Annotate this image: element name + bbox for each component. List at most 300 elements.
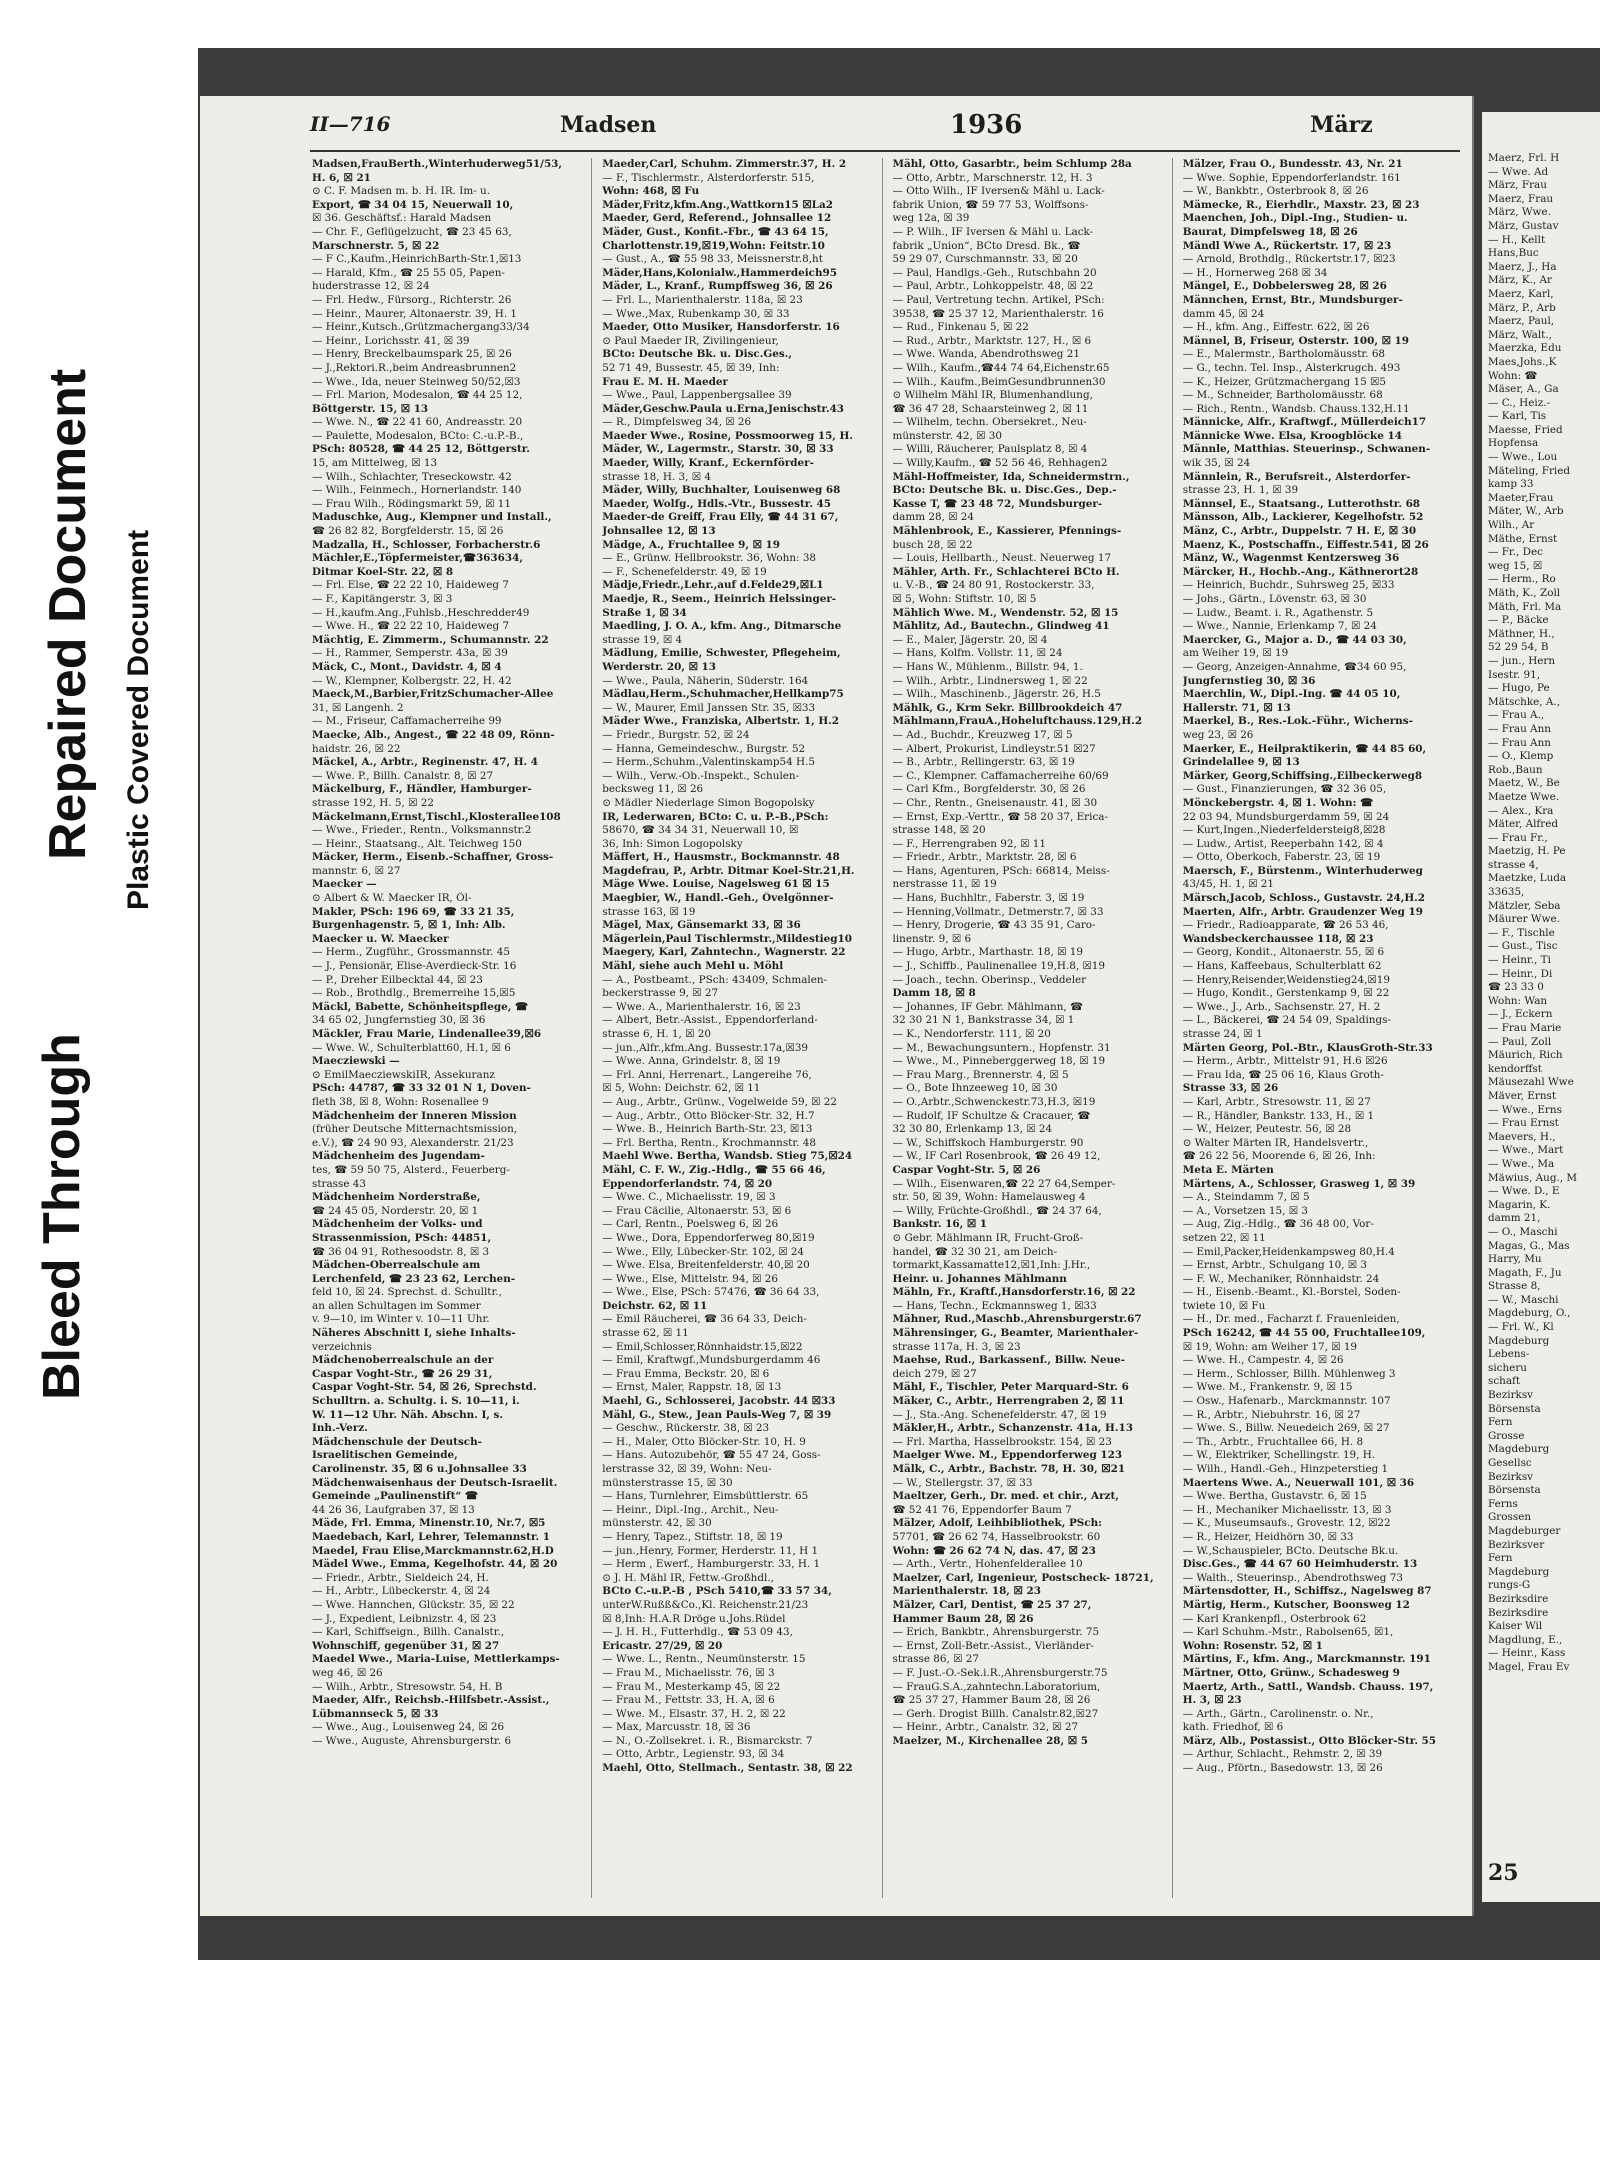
directory-entry-line: Mägel, Max, Gänsemarkt 33, ☒ 36	[602, 919, 801, 932]
directory-entry-line: tormarkt,Kassamatte12,☒1,Inh: J.Hr.,	[892, 1259, 1091, 1272]
directory-entry-line: — Willy, Früchte-Großhdl., ☎ 24 37 64,	[892, 1204, 1102, 1217]
directory-entry-line: — Georg, Kondit., Altonaerstr. 55, ☒ 6	[1182, 946, 1385, 959]
directory-entry-line: Männle, Matthias. Steuerinsp., Schwanen-	[1182, 443, 1431, 456]
directory-entry-line: Mäge Wwe. Louise, Nagelsweg 61 ☒ 15	[602, 878, 830, 891]
directory-entry-line: — B., Arbtr., Rellingerstr. 63, ☒ 19	[892, 756, 1075, 769]
directory-entry-line: Mändl Wwe A., Rückertstr. 17, ☒ 23	[1182, 239, 1392, 252]
directory-entry-line: e.V.), ☎ 24 90 93, Alexanderstr. 21/23	[312, 1136, 514, 1149]
directory-entry-line: ⊙ Gebr. Mählmann IR, Frucht-Groß-	[892, 1231, 1084, 1244]
directory-entry-line: — L., Bäckerei, ☎ 24 54 09, Spaldings-	[1182, 1014, 1391, 1027]
facing-entry-line: schaft	[1488, 1375, 1521, 1388]
directory-entry-line: ⊙ Walter Märten IR, Handelsvertr.,	[1182, 1136, 1369, 1149]
directory-entry-line: — Wwe., Paula, Näherin, Süderstr. 164	[602, 674, 809, 687]
directory-entry-line: Maecker u. W. Maecker	[312, 932, 449, 945]
facing-entry-line: — Paul, Zoll	[1488, 1035, 1552, 1048]
directory-entry-line: — Arthur, Schlacht., Rehmstr. 2, ☒ 39	[1182, 1748, 1383, 1761]
directory-entry-line: 32 30 80, Erlenkamp 13, ☒ 24	[892, 1123, 1053, 1136]
directory-entry-line: — Albert, Prokurist, Lindleystr.51 ☒27	[892, 742, 1096, 755]
directory-entry-line: — Louis, Hellbarth., Neust. Neuerweg 17	[892, 552, 1112, 565]
directory-entry-line: Hallerstr. 71, ☒ 13	[1182, 701, 1291, 714]
facing-entry-line: Maetz, W., Be	[1488, 777, 1560, 790]
directory-entry-line: — Frl. Hedw., Fürsorg., Richterstr. 26	[312, 293, 512, 306]
facing-entry-line: Grossen	[1488, 1511, 1532, 1524]
directory-entry-line: Inh.-Verz.	[312, 1422, 368, 1435]
facing-entry-line: — O., Maschi	[1488, 1225, 1558, 1238]
directory-entry-line: str. 50, ☒ 39, Wohn: Hamelausweg 4	[892, 1191, 1086, 1204]
directory-entry-line: Mädchenheim der Volks- und	[312, 1218, 483, 1231]
directory-entry-line: — Arnold, Brothdlg., Rückertstr.17, ☒23	[1182, 253, 1396, 266]
facing-entry-line: Maerz, Frl. H	[1488, 152, 1560, 164]
facing-entry-line: Isestr. 91,	[1488, 668, 1541, 681]
directory-entry-line: — Johannes, IF Gebr. Mählmann, ☎	[892, 1000, 1083, 1013]
facing-entry-line: — Frau Ann	[1488, 736, 1551, 749]
facing-page-fragment	[1482, 112, 1600, 1902]
directory-entry-line: — Wwe. N., ☎ 22 41 60, Andreasstr. 20	[312, 416, 523, 429]
directory-entry-line: — Frau Emma, Beckstr. 20, ☒ 6	[602, 1367, 770, 1380]
directory-entry-line: — Heinr.,Kutsch.,Grützmachergang33/34	[312, 321, 530, 334]
facing-entry-line: März, Frau	[1488, 179, 1547, 192]
directory-entry-line: münsterstr. 42, ☒ 30	[602, 1517, 712, 1530]
directory-entry-line: — Wilh., Maschinenb., Jägerstr. 26, H.5	[892, 688, 1101, 701]
facing-entry-line: Maetzig, H. Pe	[1488, 845, 1566, 858]
directory-entry-line: Mäkler,H., Arbtr., Schanzenstr. 41a, H.13	[892, 1422, 1133, 1435]
directory-entry-line: Männel, B, Friseur, Osterstr. 100, ☒ 19	[1182, 334, 1409, 347]
directory-entry-line: Mädchenheim Norderstraße,	[312, 1191, 481, 1204]
directory-entry-line: Maerchlin, W., Dipl.-Ing. ☎ 44 05 10,	[1182, 688, 1401, 701]
directory-entry-line: Mähl, C. F. W., Zig.-Hdlg., ☎ 55 66 46,	[602, 1163, 826, 1176]
facing-entry-line: Strasse 8,	[1488, 1280, 1541, 1293]
facing-entry-line: Mätzler, Seba	[1488, 899, 1561, 912]
directory-entry-line: Mönckebergstr. 4, ☒ 1. Wohn: ☎	[1182, 796, 1374, 809]
directory-entry-line: — Karl Schuhm.-Mstr., Rabolsen65, ☒1,	[1182, 1626, 1394, 1639]
directory-entry-line: ⊙ J. H. Mähl IR, Fettw.-Großhdl.,	[602, 1571, 774, 1584]
facing-entry-line: Mäth, K., Zoll	[1488, 587, 1561, 599]
directory-entry-line: — O.,Arbtr.,Schwenckestr.73,H.3, ☒19	[892, 1095, 1096, 1108]
directory-entry-line: Maenz, K., Postschaffn., Eiffestr.541, ☒ 26	[1182, 538, 1429, 551]
directory-entry-line: — M., Friseur, Caffamacherreihe 99	[312, 715, 502, 728]
directory-entry-line: — Emil,Schlosser,Rönnhaidstr.15,☒22	[602, 1340, 803, 1353]
directory-entry-line: strasse 117a, H. 3, ☒ 23	[892, 1340, 1021, 1353]
directory-entry-line: — Kurt,Ingen.,Niederfeldersteig8,☒28	[1182, 824, 1386, 837]
facing-entry-line: Maesse, Fried	[1488, 423, 1563, 436]
directory-entry-line: — Wilh., Arbtr., Lindnersweg 1, ☒ 22	[892, 674, 1088, 687]
directory-entry-line: — Frau Marg., Brennerstr. 4, ☒ 5	[892, 1068, 1069, 1081]
directory-entry-line: Disc.Ges., ☎ 44 67 60 Heimhuderstr. 13	[1182, 1558, 1418, 1571]
directory-entry-line: Böttgerstr. 15, ☒ 13	[312, 402, 429, 415]
directory-entry-line: Frau E. M. H. Maeder	[602, 375, 728, 388]
page-header	[310, 112, 1460, 146]
directory-entry-line: — Wwe., Nannie, Erlenkamp 7, ☒ 24	[1182, 620, 1377, 633]
facing-entry-line: — O., Klemp	[1488, 750, 1554, 763]
directory-entry-line: — Frau M., Mesterkamp 45, ☒ 22	[602, 1680, 781, 1693]
directory-entry-line: — Karl Krankenpfl., Osterbrook 62	[1182, 1612, 1367, 1625]
directory-entry-line: — Friedr., Arbtr., Sieldeich 24, H.	[312, 1571, 489, 1584]
facing-entry-line: Mätschke, A.,	[1488, 695, 1561, 708]
directory-entry-line: — Wwe. W., Schulterblatt60, H.1, ☒ 6	[312, 1041, 511, 1054]
directory-entry-line: — Ernst, Exp.-Verttr., ☎ 58 20 37, Erica-	[892, 810, 1108, 823]
directory-entry-line: — Chr., Rentn., Gneisenaustr. 41, ☒ 30	[892, 796, 1098, 809]
directory-entry-line: — Frau Ida, ☎ 25 06 16, Klaus Groth-	[1182, 1068, 1384, 1081]
directory-entry-line: ⊙ Paul Maeder IR, Zivilingenieur,	[602, 334, 779, 347]
directory-entry-line: Kasse T, ☎ 23 48 72, Mundsburger-	[892, 497, 1103, 510]
facing-entry-line: Mäteling, Fried	[1488, 464, 1571, 477]
directory-entry-line: Maeck,M.,Barbier,FritzSchumacher-Allee	[312, 688, 554, 701]
facing-entry-line: Ferns	[1488, 1497, 1518, 1510]
directory-entry-line: ☒ 5, Wohn: Deichstr. 62, ☒ 11	[602, 1082, 761, 1095]
facing-entry-line: — Frau A.,	[1488, 709, 1545, 722]
directory-entry-line: lerstrasse 32, ☒ 39, Wohn: Neu-	[602, 1463, 772, 1475]
directory-entry-line: kath. Friedhof, ☒ 6	[1182, 1721, 1284, 1734]
directory-entry-line: — Rich., Rentn., Wandsb. Chauss.132,H.11	[1182, 402, 1410, 415]
directory-entry-line: Meta E. Märten	[1182, 1163, 1274, 1176]
directory-entry-line: — F. Just.-O.-Sek.i.R.,Ahrensburgerstr.75	[892, 1666, 1108, 1679]
facing-entry-line: — Wwe., Ma	[1488, 1157, 1555, 1170]
directory-entry-line: — Wilh., Handl.-Geh., Hinzpeterstieg 1	[1182, 1463, 1389, 1475]
directory-entry-line: Ditmar Koel-Str. 22, ☒ 8	[312, 565, 454, 578]
directory-entry-line: — Frau Wilh., Rödingsmarkt 59, ☒ 11	[312, 497, 511, 510]
facing-page-number: 25	[1488, 1860, 1519, 1886]
directory-entry-line: Maeder-de Greiff, Frau Elly, ☎ 44 31 67,	[602, 511, 839, 524]
directory-entry-line: Mälzer, Frau O., Bundesstr. 43, Nr. 21	[1182, 158, 1403, 170]
directory-entry-line: Maeder, Wolfg., Hdls.-Vtr., Bussestr. 45	[602, 497, 832, 510]
directory-entry-line: Mäder,Fritz,kfm.Ang.,Wattkorn15 ☒La2	[602, 198, 833, 211]
directory-entry-line: tes, ☎ 59 50 75, Alsterd., Feuerberg-	[312, 1163, 510, 1176]
directory-entry-line: Mälzer, Adolf, Leihbibliothek, PSch:	[892, 1517, 1102, 1530]
facing-entry-line: Kaiser Wil	[1488, 1620, 1543, 1633]
directory-entry-line: — Ad., Buchdr., Kreuzweg 17, ☒ 5	[892, 728, 1073, 741]
facing-entry-line: — Wwe. D., E	[1488, 1185, 1560, 1198]
directory-entry-line: — R., Heizer, Heidhörn 30, ☒ 33	[1182, 1530, 1354, 1543]
directory-entry-line: Mägerlein,Paul Tischlermstr.,Mildestieg10	[602, 932, 852, 945]
directory-entry-line: strasse 24, ☒ 1	[1182, 1028, 1263, 1040]
directory-entry-line: — Frl. Martha, Hasselbrookstr. 154, ☒ 23	[892, 1435, 1112, 1448]
facing-entry-line: Magdlung, E.,	[1488, 1633, 1563, 1646]
directory-entry-line: — Walth., Steuerinsp., Abendrothsweg 73	[1182, 1571, 1403, 1584]
directory-entry-line: becksweg 11, ☒ 26	[602, 783, 704, 796]
directory-entry-line: — Henry, Tapez., Stiftstr. 18, ☒ 19	[602, 1530, 783, 1543]
directory-entry-line: — Heinr., Lorichsstr. 41, ☒ 39	[312, 334, 470, 347]
directory-entry-line: — W., Bankbtr., Osterbrook 8, ☒ 26	[1182, 185, 1369, 198]
directory-entry-line: — Henry, Drogerie, ☎ 43 35 91, Caro-	[892, 919, 1096, 932]
directory-entry-line: Wandsbeckerchaussee 118, ☒ 23	[1182, 932, 1374, 945]
facing-entry-line: Bezirksdire	[1488, 1592, 1549, 1605]
directory-entry-line: Mälzer, Carl, Dentist, ☎ 25 37 27,	[892, 1598, 1092, 1611]
directory-entry-line: — Hans. Autozubehör, ☎ 55 47 24, Goss-	[602, 1449, 821, 1462]
directory-entry-line: — Max, Marcusstr. 18, ☒ 36	[602, 1721, 751, 1734]
directory-entry-line: Maeder, Otto Musiker, Hansdorferstr. 16	[602, 321, 840, 334]
directory-entry-line: — Wwe. L., Rentn., Neumünsterstr. 15	[602, 1653, 806, 1666]
directory-entry-line: — C., Klempner. Caffamacherreihe 60/69	[892, 769, 1109, 782]
directory-entry-line: Mädlau,Herm.,Schuhmacher,Hellkamp75	[602, 688, 844, 701]
facing-entry-line: Gesellsc	[1488, 1457, 1532, 1469]
directory-entry-line: Maedel Wwe., Maria-Luise, Mettlerkamps-	[312, 1653, 560, 1666]
directory-entry-line: Maegery, Karl, Zahntechn., Wagnerstr. 22	[602, 946, 846, 959]
facing-entry-line: Mäusezahl Wwe	[1488, 1076, 1574, 1089]
directory-entry-line: Mämecke, R., Eierhdlr., Maxstr. 23, ☒ 23	[1182, 198, 1420, 211]
directory-entry-line: — Hans, Buchhltr., Faberstr. 3, ☒ 19	[892, 892, 1085, 905]
directory-entry-line: — J.,Rektori.R.,beim Andreasbrunnen2	[312, 361, 517, 374]
facing-entry-line: — Frau Marie	[1488, 1022, 1562, 1034]
directory-entry-line: 22 03 94, Mundsburgerdamm 59, ☒ 24	[1182, 810, 1390, 823]
directory-entry-line: weg 46, ☒ 26	[312, 1666, 383, 1679]
directory-entry-line: busch 28, ☒ 22	[892, 538, 973, 551]
directory-entry-line: Märtins, F., kfm. Ang., Marckmannstr. 191	[1182, 1653, 1431, 1666]
directory-entry-line: — Karl, Arbtr., Stresowstr. 11, ☒ 27	[1182, 1095, 1371, 1108]
directory-entry-line: ☒ 8,Inh: H.A.R Dröge u.Johs.Rüdel	[602, 1612, 786, 1625]
directory-entry-line: — R., Dimpfelsweg 34, ☒ 26	[602, 416, 752, 429]
directory-entry-line: Wohn: Rosenstr. 52, ☒ 1	[1182, 1639, 1323, 1652]
directory-entry-line: Maeltzer, Gerh., Dr. med. et chir., Arzt,	[892, 1490, 1119, 1503]
directory-entry-line: 44 26 36, Laufgraben 37, ☒ 13	[312, 1503, 475, 1516]
directory-entry-line: Mädchenoberrealschule an der	[312, 1354, 494, 1367]
facing-entry-line: ☎ 23 33 0	[1488, 981, 1544, 994]
directory-entry-line: — Ludw., Artist, Reeperbahn 142, ☒ 4	[1182, 837, 1384, 850]
directory-entry-line: Mähl-Hoffmeister, Ida, Schneidermstrn.,	[892, 470, 1130, 483]
directory-entry-line: Maedling, J. O. A., kfm. Ang., Ditmarsche	[602, 620, 842, 633]
directory-entry-line: — Friedr., Burgstr. 52, ☒ 24	[602, 728, 750, 741]
directory-entry-line: Märtig, Herm., Kutscher, Boonsweg 12	[1182, 1598, 1410, 1611]
directory-entry-line: Carolinenstr. 35, ☒ 6 u.Johnsallee 33	[312, 1463, 527, 1475]
directory-entry-line: — Frl. Marion, Modesalon, ☎ 44 25 12,	[312, 389, 523, 402]
facing-entry-line: — Wwe., Lou	[1488, 451, 1558, 464]
directory-entry-line: münsterstrasse 15, ☒ 30	[602, 1476, 733, 1489]
directory-entry-line: — H., Dr. med., Facharzt f. Frauenleiden,	[1182, 1313, 1400, 1326]
directory-entry-line: — Wilhelm, techn. Obersekret., Neu-	[892, 416, 1087, 429]
directory-entry-line: — P. Wilh., IF Iversen & Mähl u. Lack-	[892, 225, 1094, 238]
directory-entry-line: 59 29 07, Curschmannstr. 33, ☒ 20	[892, 253, 1078, 266]
facing-entry-line: Maetzke, Luda	[1488, 872, 1567, 885]
directory-entry-line: — Wwe. Elsa, Breitenfelderstr. 40,☒ 20	[602, 1259, 810, 1272]
facing-entry-line: Mäser, A., Ga	[1488, 383, 1559, 396]
directory-entry-line: — Wwe., Else, Mittelstr. 94, ☒ 26	[602, 1272, 778, 1285]
facing-entry-line: kendorffst	[1488, 1062, 1542, 1075]
facing-entry-line: sicheru	[1488, 1361, 1527, 1374]
directory-entry-line: — Otto, Arbtr., Legienstr. 93, ☒ 34	[602, 1748, 785, 1761]
directory-entry-line: — F. W., Mechaniker, Rönnhaidstr. 24	[1182, 1272, 1380, 1285]
facing-entry-line: Hopfensa	[1488, 437, 1539, 450]
directory-entry-line: — Ernst, Zoll-Betr.-Assist., Vierländer-	[892, 1639, 1094, 1652]
directory-entry-line: — Wwe. Sophie, Eppendorferlandstr. 161	[1182, 171, 1401, 184]
directory-entry-line: Männchen, Ernst, Btr., Mundsburger-	[1182, 293, 1403, 306]
directory-entry-line: — Wilh., Kaufm.,BeimGesundbrunnen30	[892, 375, 1106, 388]
directory-entry-line: u. V.-B., ☎ 24 80 91, Rostockerstr. 33,	[892, 579, 1095, 592]
directory-entry-line: mannstr. 6, ☒ 27	[312, 864, 401, 877]
directory-entry-line: — Heinrich, Buchdr., Suhrsweg 25, ☒33	[1182, 579, 1395, 592]
directory-entry-line: — H., Maler, Otto Blöcker-Str. 10, H. 9	[602, 1435, 806, 1448]
directory-entry-line: fabrik „Union“, BCto Dresd. Bk., ☎	[892, 239, 1081, 252]
directory-entry-line: strasse 86, ☒ 27	[892, 1653, 979, 1666]
directory-entry-line: — J., Schiffb., Paulinenallee 19,H.8, ☒19	[892, 960, 1106, 973]
facing-entry-line: März, P., Arb	[1488, 301, 1556, 314]
directory-entry-line: wik 35, ☒ 24	[1182, 457, 1251, 470]
facing-entry-line: 33635,	[1488, 886, 1525, 899]
directory-entry-line: — R., Arbtr., Niebuhrstr. 16, ☒ 27	[1182, 1408, 1361, 1421]
directory-entry-line: — Arth., Gärtn., Carolinenstr. o. Nr.,	[1182, 1707, 1374, 1720]
directory-entry-line: — Wwe., M., Pinneberggerweg 18, ☒ 19	[892, 1055, 1106, 1068]
directory-entry-line: — Wwe., Ida, neuer Steinweg 50/52,☒3	[312, 375, 521, 388]
directory-page	[200, 96, 1472, 1916]
directory-entry-line: Mählmann,FrauA.,Hoheluftchauss.129,H.2	[892, 715, 1143, 728]
directory-entry-line: — J., Pensionär, Elise-Averdieck-Str. 16	[312, 960, 517, 973]
directory-entry-line: Mäder,Hans,Kolonialw.,Hammerdeich95	[602, 266, 837, 279]
directory-entry-line: ⊙ EmilMaecziewskiIR, Assekuranz	[312, 1068, 495, 1081]
directory-entry-line: — Wilh., Kaufm.,☎44 74 64,Eichenstr.65	[892, 361, 1110, 374]
directory-entry-line: — Henning,Vollmatr., Detmerstr.7, ☒ 33	[892, 905, 1104, 918]
facing-entry-line: März, Walt.,	[1488, 328, 1552, 341]
directory-entry-line: Werderstr. 20, ☒ 13	[602, 660, 716, 673]
facing-entry-line: — J., Eckern	[1488, 1008, 1553, 1021]
directory-entry-line: — Frau M., Fettstr. 33, H. A, ☒ 6	[602, 1694, 775, 1707]
directory-entry-line: 36, Inh: Simon Logopolsky	[602, 837, 743, 850]
directory-entry-line: — Herm.,Schuhm.,Valentinskamp54 H.5	[602, 756, 815, 769]
directory-entry-line: Maertens Wwe. A., Neuerwall 101, ☒ 36	[1182, 1476, 1415, 1489]
directory-entry-line: — H., Rammer, Semperstr. 43a, ☒ 39	[312, 647, 508, 660]
directory-entry-line: Märten Georg, Pol.-Btr., KlausGroth-Str.33	[1182, 1041, 1433, 1054]
directory-entry-line: Maerkel, B., Res.-Lok.-Führ., Wicherns-	[1182, 715, 1413, 728]
facing-entry-line: — H., Kellt	[1488, 233, 1546, 246]
directory-entry-line: 32 30 21 N 1, Bankstrasse 34, ☒ 1	[892, 1014, 1075, 1027]
directory-entry-line: Maersch, F., Bürstenm., Winterhuderweg	[1182, 864, 1423, 877]
directory-entry-line: Mäckel, A., Arbtr., Reginenstr. 47, H. 4	[312, 756, 538, 769]
directory-entry-line: — J., Sta.-Ang. Schenefelderstr. 47, ☒ 19	[892, 1408, 1107, 1421]
directory-entry-line: — Rud., Arbtr., Marktstr. 127, H., ☒ 6	[892, 334, 1092, 347]
directory-entry-line: Mädchenheim der Inneren Mission	[312, 1109, 517, 1122]
facing-entry-line: — Heinr., Di	[1488, 967, 1553, 980]
facing-entry-line: — Herm., Ro	[1488, 573, 1556, 586]
directory-entry-line: Maelzer, M., Kirchenallee 28, ☒ 5	[892, 1734, 1088, 1747]
directory-entry-line: v. 9—10, im Winter v. 10—11 Uhr.	[312, 1313, 490, 1326]
directory-entry-line: — Hans, Kolfm. Vollstr. 11, ☒ 24	[892, 647, 1063, 660]
facing-entry-line: Mäth, Frl. Ma	[1488, 600, 1562, 613]
directory-entry-line: Mäckler, Frau Marie, Lindenallee39,☒6	[312, 1028, 542, 1040]
directory-entry-line: — Chr. F., Geflügelzucht, ☎ 23 45 63,	[312, 225, 512, 238]
directory-entry-line: — E., Malermstr., Bartholomäusstr. 68	[1182, 348, 1386, 361]
directory-entry-line: damm 28, ☒ 24	[892, 511, 975, 524]
directory-entry-line: Mädchenschule der Deutsch-	[312, 1435, 482, 1448]
directory-entry-line: — Hanna, Gemeindeschw., Burgstr. 52	[602, 742, 806, 755]
header-rule	[310, 150, 1460, 152]
directory-entry-line: — Otto, Oberkoch, Faberstr. 23, ☒ 19	[1182, 851, 1381, 864]
facing-entry-line: März, Wwe.	[1488, 206, 1551, 219]
directory-entry-line: Maertz, Arth., Sattl., Wandsb. Chauss. 197,	[1182, 1680, 1434, 1693]
facing-entry-line: — Wwe., Erns	[1488, 1103, 1562, 1116]
directory-entry-line: strasse 192, H. 5, ☒ 22	[312, 796, 434, 809]
directory-entry-line: — Wwe., Auguste, Ahrensburgerstr. 6	[312, 1734, 512, 1747]
directory-entry-line: — Heinr., Maurer, Altonaerstr. 39, H. 1	[312, 307, 518, 320]
directory-entry-line: 34 65 02, Jungfernstieg 30, ☒ 36	[312, 1014, 486, 1027]
directory-entry-line: — Georg, Anzeigen-Annahme, ☎34 60 95,	[1182, 660, 1407, 673]
directory-entry-line: Maeder Wwe., Rosine, Possmoorweg 15, H.	[602, 429, 853, 442]
directory-entry-line: Gemeinde „Paulinenstift“ ☎	[312, 1490, 478, 1503]
directory-entry-line: — Emil, Kraftwgf.,Mundsburgerdamm 46	[602, 1354, 821, 1367]
facing-entry-line: Grosse	[1488, 1429, 1525, 1442]
directory-entry-line: — J. H. H., Futterhdlg., ☎ 53 09 43,	[602, 1626, 793, 1639]
directory-entry-line: — F., Schenefelderstr. 49, ☒ 19	[602, 565, 767, 578]
directory-entry-line: am Weiher 19, ☒ 19	[1182, 647, 1289, 660]
directory-entry-line: Caspar Voght-Str. 54, ☒ 26, Sprechstd.	[312, 1381, 537, 1394]
directory-entry-line: — Rob., Brothdlg., Bremerreihe 15,☒5	[312, 987, 516, 1000]
facing-entry-line: — Wwe., Mart	[1488, 1144, 1564, 1157]
directory-entry-line: — Paul, Vertretung techn. Artikel, PSch:	[892, 293, 1105, 306]
facing-entry-line: Mäthner, H.,	[1488, 627, 1555, 640]
directory-entry-line: — Joach., techn. Oberinsp., Veddeler	[892, 973, 1087, 986]
directory-entry-line: Mädge, A., Fruchtallee 9, ☒ 19	[602, 538, 781, 551]
directory-entry-line: Mächtig, E. Zimmerm., Schumannstr. 22	[312, 633, 549, 646]
directory-entry-line: Männlein, R., Berufsreit., Alsterdorfer-	[1182, 470, 1411, 483]
facing-entry-line: — Alex., Kra	[1488, 804, 1554, 817]
facing-entry-line: — Karl, Tis	[1488, 410, 1547, 423]
directory-entry-line: — Herm., Arbtr., Mittelstr 91, H.6 ☒26	[1182, 1055, 1388, 1068]
directory-entry-line: Mäder,Geschw.Paula u.Erna,Jenischstr.43	[602, 402, 845, 415]
directory-entry-line: Mädchenwaisenhaus der Deutsch-Israelit.	[312, 1476, 558, 1489]
directory-entry-line: — Hans, Agenturen, PSch: 66814, Meiss-	[892, 864, 1110, 877]
directory-entry-line: — Gust., Finanzierungen, ☎ 32 36 05,	[1182, 783, 1387, 796]
directory-entry-line: — Wwe. M., Elsastr. 37, H. 2, ☒ 22	[602, 1707, 786, 1720]
directory-entry-line: Mäde, Frl. Emma, Minenstr.10, Nr.7, ☒5	[312, 1517, 546, 1530]
directory-entry-line: Märcker, H., Hochb.-Ang., Käthnerort28	[1182, 565, 1419, 578]
facing-entry-line: — Frl. W., Kl	[1488, 1321, 1554, 1334]
facing-entry-line: Hans,Buc	[1488, 247, 1539, 260]
facing-entry-line: Rob.,Baun	[1488, 763, 1543, 776]
directory-entry-line: — Wilh., Eisenwaren,☎ 22 27 64,Semper-	[892, 1177, 1116, 1190]
directory-entry-line: — Ernst, Arbtr., Schulgang 10, ☒ 3	[1182, 1259, 1368, 1272]
directory-entry-line: strasse 6, H. 1, ☒ 20	[602, 1028, 711, 1040]
directory-entry-line: Marienthalerstr. 18, ☒ 23	[892, 1585, 1041, 1598]
facing-entry-line: Fern	[1488, 1416, 1513, 1429]
facing-entry-line: Harry, Mu	[1488, 1253, 1542, 1266]
directory-entry-line: Straße 1, ☒ 34	[602, 606, 687, 619]
directory-entry-line: Maehl Wwe. Bertha, Wandsb. Stieg 75,☒24	[602, 1150, 853, 1163]
directory-entry-line: — K., Nendorferstr. 111, ☒ 20	[892, 1028, 1051, 1040]
directory-entry-line: Hammer Baum 28, ☒ 26	[892, 1612, 1034, 1625]
directory-entry-line: — H., Hornerweg 268 ☒ 34	[1182, 266, 1328, 279]
directory-entry-line: Heinr. u. Johannes Mählmann	[892, 1272, 1067, 1285]
directory-entry-line: — Hans, Kaffeebaus, Schulterblatt 62	[1182, 960, 1382, 973]
facing-entry-line: — P., Bäcke	[1488, 614, 1549, 627]
facing-entry-line: damm 21,	[1488, 1212, 1541, 1225]
directory-entry-line: Ericastr. 27/29, ☒ 20	[602, 1639, 723, 1652]
facing-entry-line: Maes,Johs.,K	[1488, 355, 1557, 368]
directory-entry-line: Makler, PSch: 196 69, ☎ 33 21 35,	[312, 905, 515, 918]
directory-entry-line: — Emil,Packer,Heidenkampsweg 80,H.4	[1182, 1245, 1395, 1258]
directory-entry-line: ☎ 24 45 05, Norderstr. 20, ☒ 1	[312, 1204, 479, 1217]
directory-entry-line: — H., kfm. Ang., Eiffestr. 622, ☒ 26	[1182, 321, 1370, 334]
directory-entry-line: Mädel Wwe., Emma, Kegelhofstr. 44, ☒ 20	[312, 1558, 558, 1571]
directory-entry-line: — Paul, Arbtr., Lohkoppelstr. 48, ☒ 22	[892, 280, 1094, 293]
facing-entry-line: Bezirksdire	[1488, 1606, 1549, 1619]
directory-entry-line: Mäder, Gust., Konfit.-Fbr., ☎ 43 64 15,	[602, 225, 829, 238]
directory-entry-line: Maduschke, Aug., Klempner und Install.,	[312, 511, 552, 524]
facing-entry-line: Fern	[1488, 1552, 1513, 1565]
directory-entry-line: Maeder,Carl, Schuhm. Zimmerstr.37, H. 2	[602, 158, 847, 170]
facing-entry-line: Magdeburger	[1488, 1524, 1561, 1537]
facing-entry-line: Mäurich, Rich	[1488, 1049, 1563, 1062]
directory-entry-line: — Wwe. B., Heinrich Barth-Str. 23, ☒13	[602, 1123, 813, 1136]
directory-entry-line: — Wilh., Verw.-Ob.-Inspekt., Schulen-	[602, 769, 800, 782]
directory-entry-line: PSch 16242, ☎ 44 55 00, Fruchtallee109,	[1182, 1327, 1426, 1340]
directory-entry-line: — Wwe.,Max, Rubenkamp 30, ☒ 33	[602, 307, 790, 320]
directory-entry-line: März, Alb., Postassist., Otto Blöcker-Str. 55	[1182, 1734, 1437, 1747]
directory-entry-line: Mäckelmann,Ernst,Tischl.,Klosterallee108	[312, 810, 561, 823]
facing-entry-line: Mäter, W., Arb	[1488, 505, 1564, 518]
directory-entry-line: damm 45, ☒ 24	[1182, 307, 1265, 320]
directory-entry-line: — A., Postbeamt., PSch: 43409, Schmalen-	[602, 973, 828, 986]
directory-entry-line: Caspar Voght-Str., ☎ 26 29 31,	[312, 1367, 493, 1380]
directory-entry-line: Maeder, Gerd, Referend., Johnsallee 12	[602, 212, 832, 225]
directory-entry-line: — H., Arbtr., Lübeckerstr. 4, ☒ 24	[312, 1585, 491, 1598]
facing-entry-line: weg 15, ☒	[1488, 559, 1543, 572]
directory-entry-line: — F., Herrengraben 92, ☒ 11	[892, 837, 1046, 850]
